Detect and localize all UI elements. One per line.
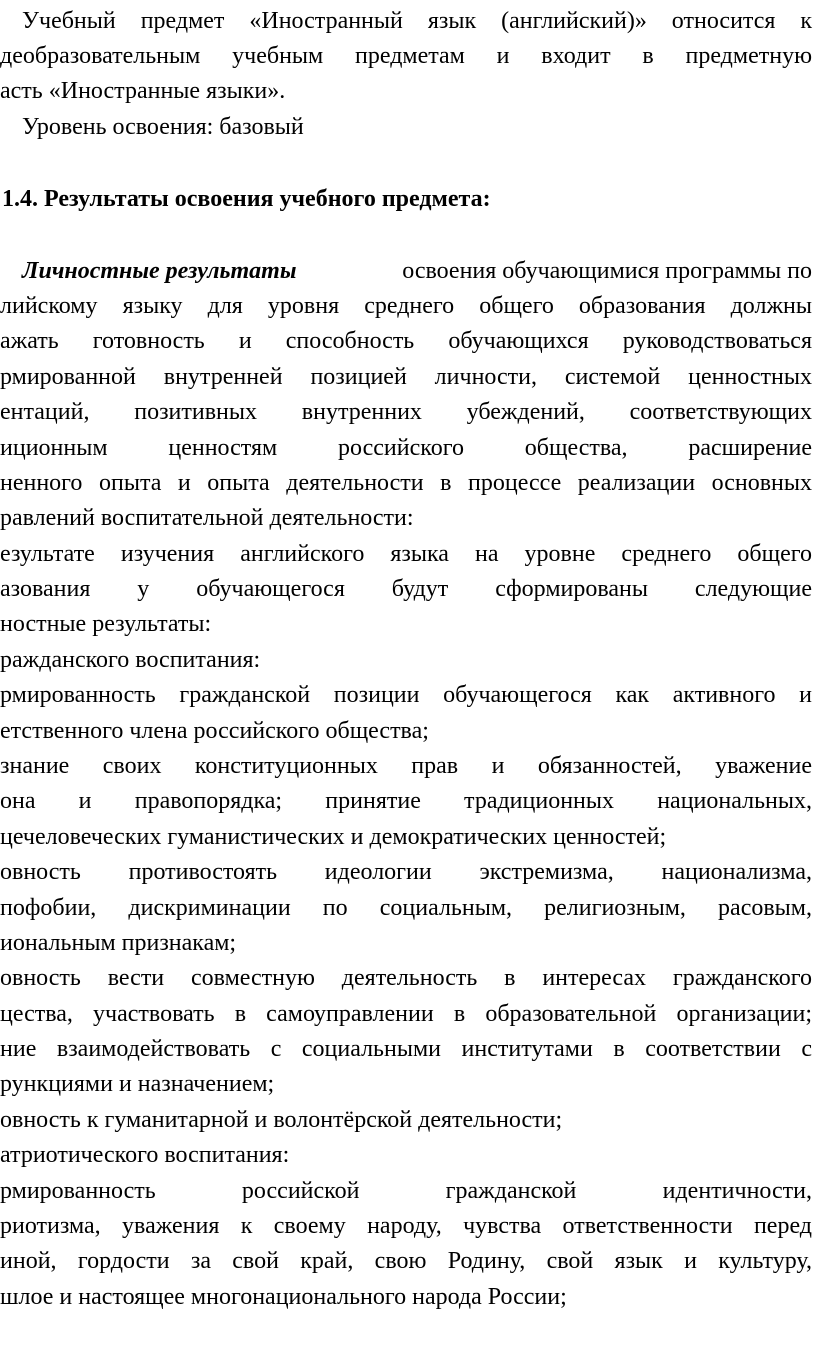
paragraph-line: атриотического воспитания: (0, 1142, 290, 1168)
paragraph-line: риотизма, уважения к своему народу, чувства ответственности перед (0, 1213, 812, 1239)
paragraph-line: асть «Иностранные языки». (0, 78, 286, 104)
emphasis-text: Личностные результаты (22, 258, 297, 284)
paragraph-line: пофобии, дискриминации по социальным, религиозным, расовым, (0, 895, 812, 921)
paragraph-line: рункциями и назначением; (0, 1071, 275, 1097)
paragraph-line: рмированность российской гражданской идентичности, (0, 1178, 812, 1204)
paragraph-line: лийскому языку для уровня среднего общего образования должны (0, 293, 812, 319)
paragraph-line: знание своих конституционных прав и обязанностей, уважение (0, 753, 812, 779)
paragraph-line: деобразовательным учебным предметам и входит в предметную (0, 43, 812, 69)
paragraph-line: шлое и настоящее многонационального народа России; (0, 1284, 567, 1310)
paragraph-line: Учебный предмет «Иностранный язык (английский)» относится к (22, 8, 812, 34)
paragraph-line: ние взаимодействовать с социальными институтами в соответствии с (0, 1036, 812, 1062)
paragraph-line (22, 256, 812, 286)
paragraph-line: овность вести совместную деятельность в интересах гражданского (0, 965, 812, 991)
paragraph-line: ностные результаты: (0, 611, 212, 637)
paragraph-line: рмированной внутренней позицией личности, системой ценностных (0, 364, 812, 390)
paragraph-line: иной, гордости за свой край, свою Родину, свой язык и культуру, (0, 1248, 812, 1274)
paragraph-text: освоения обучающимися программы по (402, 258, 812, 284)
paragraph-line: равлений воспитательной деятельности: (0, 505, 414, 531)
section-heading: 1.4. Результаты освоения учебного предмета: (2, 186, 491, 212)
paragraph-line: етственного члена российского общества; (0, 718, 429, 744)
paragraph-line: цечеловеческих гуманистических и демократических ценностей; (0, 824, 667, 850)
paragraph-line: азования у обучающегося будут сформированы следующие (0, 576, 812, 602)
paragraph-line: цества, участвовать в самоуправлении в образовательной организации; (0, 1001, 812, 1027)
paragraph-line: овность к гуманитарной и волонтёрской деятельности; (0, 1107, 563, 1133)
paragraph-line: рмированность гражданской позиции обучающегося как активного и (0, 682, 812, 708)
paragraph-line: овность противостоять идеологии экстремизма, национализма, (0, 859, 812, 885)
paragraph-line: иционным ценностям российского общества, расширение (0, 435, 812, 461)
paragraph-line: езультате изучения английского языка на уровне среднего общего (0, 541, 812, 567)
paragraph-line: Уровень освоения: базовый (22, 114, 304, 140)
paragraph-line: ажать готовность и способность обучающихся руководствоваться (0, 328, 812, 354)
paragraph-line: она и правопорядка; принятие традиционных национальных, (0, 788, 812, 814)
paragraph-line: ентаций, позитивных внутренних убеждений, соответствующих (0, 399, 812, 425)
paragraph-line: ражданского воспитания: (0, 647, 261, 673)
paragraph-line: ненного опыта и опыта деятельности в процессе реализации основных (0, 470, 812, 496)
paragraph-line: иональным признакам; (0, 930, 237, 956)
